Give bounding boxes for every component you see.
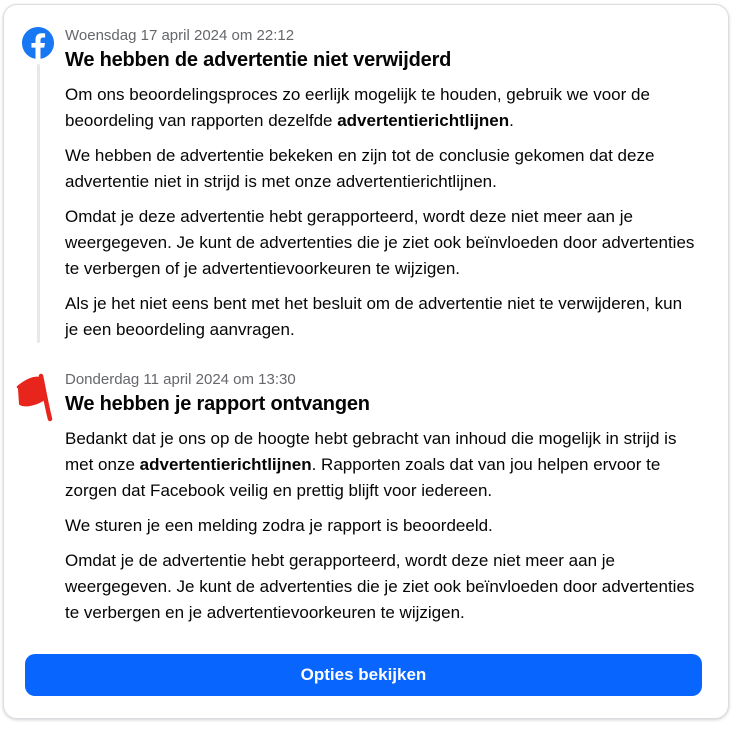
notification-card (3, 4, 729, 719)
entry-paragraph: Om ons beoordelingsproces zo eerlijk mogelijk te houden, gebruik we voor de beoordeling van rapporten dezelfde advertentierichtlijnen. (65, 85, 650, 130)
timeline-icon-column (21, 27, 55, 343)
entry-paragraph: We sturen je een melding zodra je rapport is beoordeeld. (65, 516, 493, 535)
entry-content (65, 371, 702, 626)
entry-paragraph: Omdat je de advertentie hebt gerapporteerd, wordt deze niet meer aan je weergegeven. Je kunt de advertenties die je ziet ook beïnvloeden door advertenties te verbergen en je advertentievoorkeuren te wijzigen. (65, 551, 695, 622)
timeline-entry-report-received (21, 371, 702, 626)
entry-paragraph: Omdat je deze advertentie hebt gerapporteerd, wordt deze niet meer aan je weergegeven. Je kunt de advertenties die je ziet ook beïnvloeden door advertenties te verbergen of je advertentievoorkeuren te wijzigen. (65, 207, 695, 278)
timeline-icon-column (21, 371, 55, 626)
timeline-entry-ad-not-removed (21, 27, 702, 343)
report-flag-icon (19, 371, 57, 423)
entry-paragraph: Als je het niet eens bent met het besluit om de advertentie niet te verwijderen, kun je een beoordeling aanvragen. (65, 294, 683, 339)
entry-title: We hebben je rapport ontvangen (65, 393, 370, 415)
entry-title: We hebben de advertentie niet verwijderd (65, 49, 452, 71)
entry-content (65, 27, 702, 343)
facebook-logo-icon (22, 27, 54, 59)
entry-paragraph: We hebben de advertentie bekeken en zijn tot de conclusie gekomen dat deze advertentie niet in strijd is met onze advertentierichtlijnen. (65, 146, 655, 191)
timeline-connector (37, 64, 40, 343)
card-footer (25, 654, 702, 696)
view-options-button[interactable]: Opties bekijken (25, 654, 702, 696)
entry-date: Woensdag 17 april 2024 om 22:12 (65, 27, 295, 44)
entry-date: Donderdag 11 april 2024 om 13:30 (65, 371, 296, 388)
entry-paragraph: Bedankt dat je ons op de hoogte hebt gebracht van inhoud die mogelijk in strijd is met onze advertentierichtlijnen. Rapporten zoals dat van jou helpen ervoor te zorgen dat Facebook veilig en prettig blijft voor iedereen. (65, 429, 677, 500)
